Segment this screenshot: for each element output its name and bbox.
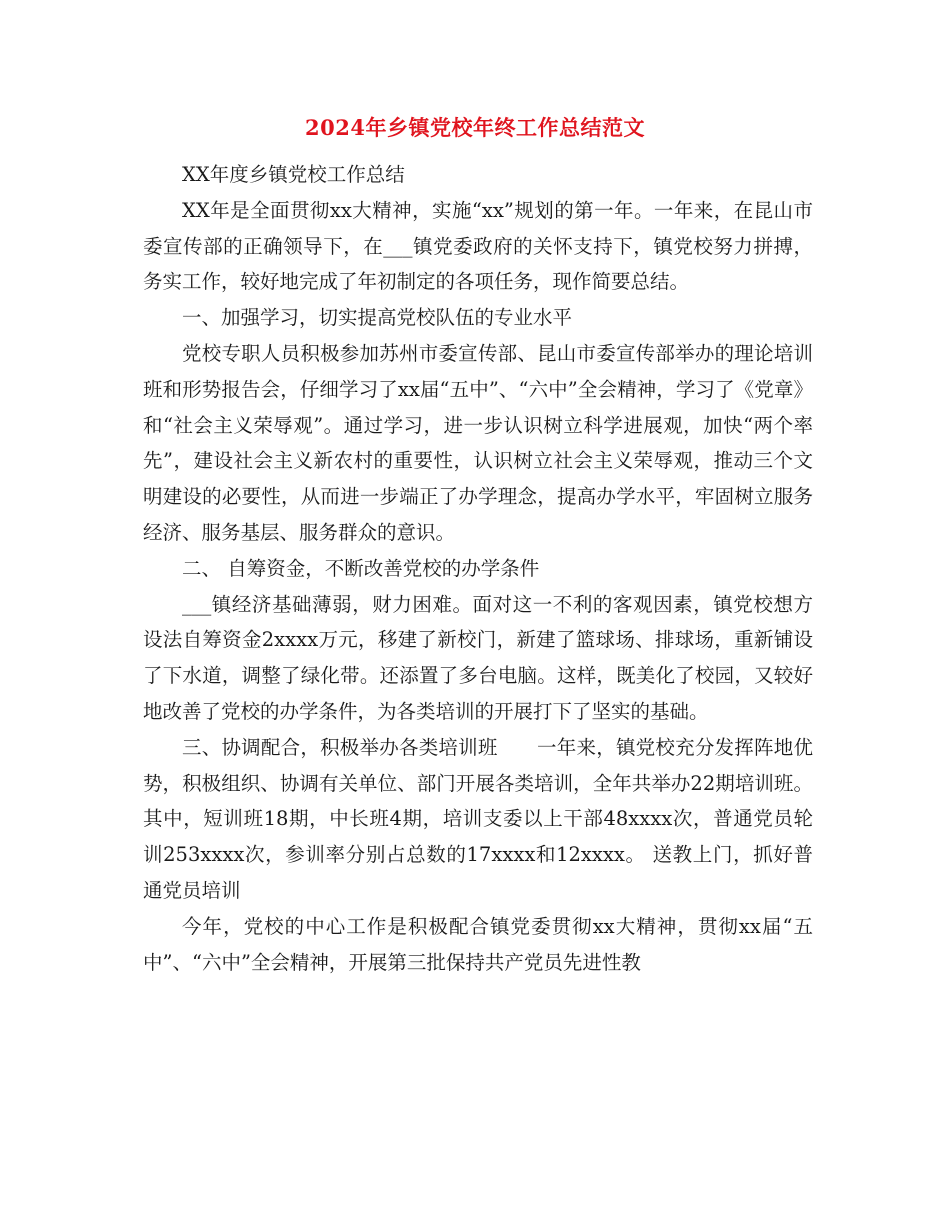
- intro-paragraph: XX年是全面贯彻xx大精神，实施“xx”规划的第一年。一年来，在昆山市委宣传部的正确领导下，在___镇党委政府的关怀支持下，镇党校努力拼搏，务实工作，较好地完成了年初制定的各项任务，现作简要总结。: [143, 198, 813, 294]
- section-heading-2: 二、 自筹资金，不断改善党校的办学条件: [182, 556, 540, 580]
- section-paragraph-1: 党校专职人员积极参加苏州市委宣传部、昆山市委宣传部举办的理论培训班和形势报告会，仔细学习了xx届“五中”、“六中”全会精神，学习了《党章》和“社会主义荣辱观”。通过学习，进一步认识树立科学进展观，加快“两个率先”，建设社会主义新农村的重要性，认识树立社会主义荣辱观，推动三个文明建设的必要性，从而进一步端正了办学理念，提高办学水平，牢固树立服务经济、服务基层、服务群众的意识。: [143, 341, 813, 544]
- document-body: [143, 157, 813, 980]
- section-paragraph-3: 三、协调配合，积极举办各类培训班 一年来，镇党校充分发挥阵地优势，积极组织、协调有关单位、部门开展各类培训，全年共举办22期培训班。其中，短训班18期，中长班4期，培训支委以上干部48xxxx次，普通党员轮训253xxxx次，参训率分别占总数的17xxxx和12xxxx。 送教上门，抓好普通党员培训: [143, 735, 813, 902]
- section-paragraph-2: ___镇经济基础薄弱，财力困难。面对这一不利的客观因素，镇党校想方设法自筹资金2xxxx万元，移建了新校门，新建了篮球场、排球场，重新铺设了下水道，调整了绿化带。还添置了多台电脑。这样，既美化了校园，又较好地改善了党校的办学条件，为各类培训的开展打下了坚实的基础。: [143, 592, 813, 723]
- subtitle-paragraph: XX年度乡镇党校工作总结: [182, 163, 405, 186]
- document-title: 2024年乡镇党校年终工作总结范文: [305, 115, 645, 140]
- section-heading-1: 一、加强学习，切实提高党校队伍的专业水平: [182, 306, 573, 330]
- section-paragraph-4: 今年，党校的中心工作是积极配合镇党委贯彻xx大精神，贯彻xx届“五中”、“六中”全会精神，开展第三批保持共产党员先进性教: [143, 914, 813, 974]
